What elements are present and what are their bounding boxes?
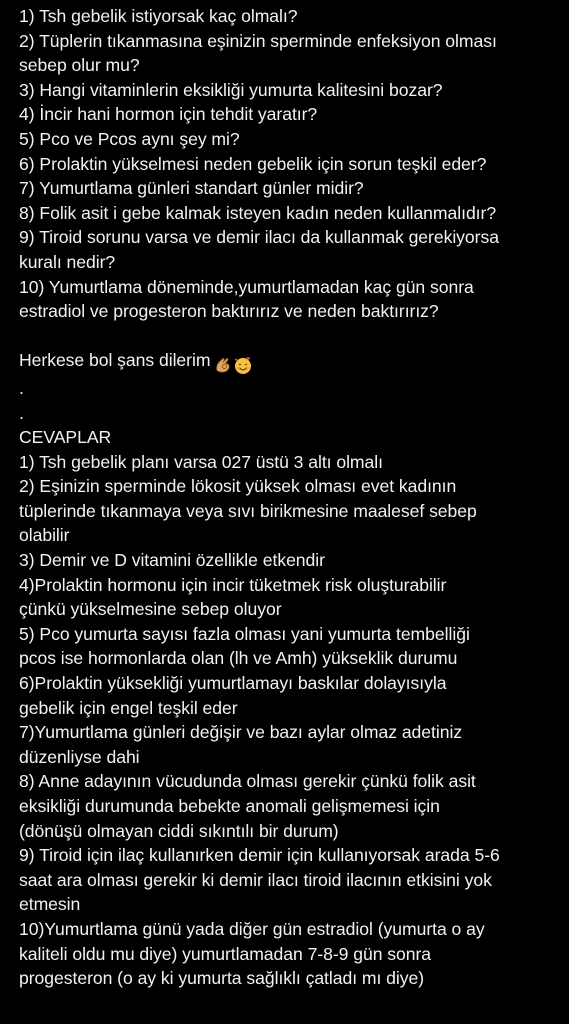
question-item-line: 9) Tiroid sorunu varsa ve demir ilacı da kullanmak gerekiyorsa xyxy=(19,227,499,248)
answer-item xyxy=(19,548,565,573)
question-item-line: 2) Tüplerin tıkanmasına eşinizin sperminde enfeksiyon olması xyxy=(19,30,497,51)
question-item-line: 8) Folik asit i gebe kalmak isteyen kadın neden kullanmalıdır? xyxy=(19,202,497,223)
question-item-line: 4) İncir hani hormon için tehdit yaratır? xyxy=(19,104,318,125)
answer-item-line: 3) Demir ve D vitamini özellikle etkendir xyxy=(19,550,325,571)
answer-item-line: 5) Pco yumurta sayısı fazla olması yani yumurta tembelliği xyxy=(19,623,470,644)
answer-item-line: 9) Tiroid için ilaç kullanırken demir için kullanıyorsak arada 5-6 xyxy=(19,845,500,866)
question-item-line: 10) Yumurtlama döneminde,yumurtlamadan kaç gün sonra xyxy=(19,276,474,297)
answer-item-line: olabilir xyxy=(19,525,70,546)
answer-item-line: çünkü yükselmesine sebep oluyor xyxy=(19,599,282,620)
answer-item-line: 10)Yumurtlama günü yada diğer gün estradiol (yumurta o ay xyxy=(19,918,485,939)
question-item xyxy=(19,29,565,78)
answer-item-line: tüplerinde tıkanmaya veya sıvı birikmesine maalesef sebep xyxy=(19,500,477,521)
question-item-line: 7) Yumurtlama günleri standart günler midir? xyxy=(19,178,364,199)
answer-item-line: etmesin xyxy=(19,894,81,915)
answer-item-line: progesteron (o ay ki yumurta sağlıklı çatladı mı diye) xyxy=(19,968,425,989)
question-item-line: sebep olur mu? xyxy=(19,55,140,76)
answer-item-line: gebelik için engel teşkil eder xyxy=(19,697,238,718)
question-item xyxy=(19,152,565,177)
answer-item-line: 8) Anne adayının vücudunda olması gerekir çünkü folik asit xyxy=(19,771,476,792)
answer-item xyxy=(19,769,565,843)
answer-item xyxy=(19,917,565,991)
emoji-group xyxy=(214,351,253,376)
question-item xyxy=(19,176,565,201)
question-item xyxy=(19,102,565,127)
answer-item-line: 2) Eşinizin sperminde lökosit yüksek olması evet kadının xyxy=(19,476,457,497)
answer-item-line: 6)Prolaktin yüksekliği yumurtlamayı baskılar dolayısıyla xyxy=(19,673,447,694)
answer-item xyxy=(19,843,565,917)
answers-list xyxy=(19,450,565,991)
answer-item-line: 7)Yumurtlama günleri değişir ve bazı aylar olmaz adetiniz xyxy=(19,722,463,743)
question-item xyxy=(19,127,565,152)
question-item xyxy=(19,225,565,274)
answer-item-line: pcos ise hormonlarda olan (lh ve Amh) yükseklik durumu xyxy=(19,648,458,669)
answer-item-line: kaliteli oldu mu diye) yumurtlamadan 7-8-9 gün sonra xyxy=(19,943,432,964)
answer-item xyxy=(19,671,565,720)
question-item-line: estradiol ve progesteron baktırırız ve neden baktırırız? xyxy=(19,301,439,322)
questions-list xyxy=(19,4,565,324)
answer-item xyxy=(19,573,565,622)
question-item xyxy=(19,78,565,103)
dot-line-1: . xyxy=(19,377,24,398)
dot-line-2: . xyxy=(19,402,24,423)
question-item-line: 5) Pco ve Pcos aynı şey mi? xyxy=(19,128,240,149)
post-text xyxy=(19,4,565,991)
smiling-face-with-hearts-icon xyxy=(233,355,253,375)
question-item-line: kuralı nedir? xyxy=(19,251,116,272)
answer-item xyxy=(19,622,565,671)
answer-item-line: eksikliği durumunda bebekte anomali gelişmemesi için xyxy=(19,796,440,816)
answer-item xyxy=(19,450,565,475)
question-item-line: 3) Hangi vitaminlerin eksikliği yumurta kalitesini bozar? xyxy=(19,79,443,100)
answer-item-line: (dönüşü olmayan ciddi sıkıntılı bir durum) xyxy=(19,820,339,841)
answer-item-line: düzenliyse dahi xyxy=(19,746,140,767)
answers-heading: CEVAPLAR xyxy=(19,427,112,448)
answer-item-line: 4)Prolaktin hormonu için incir tüketmek risk oluşturabilir xyxy=(19,574,447,595)
ok-hand-icon xyxy=(214,355,233,374)
question-item-line: 1) Tsh gebelik istiyorsak kaç olmalı? xyxy=(19,6,298,26)
answer-item xyxy=(19,720,565,769)
question-item xyxy=(19,201,565,226)
question-item-line: 6) Prolaktin yükselmesi neden gebelik için sorun teşkil eder? xyxy=(19,153,487,174)
closing-line xyxy=(19,348,565,376)
answer-item-line: saat ara olması gerekir ki demir ilacı tiroid ilacının etkisini yok xyxy=(19,869,492,890)
question-item xyxy=(19,4,565,29)
answer-item xyxy=(19,474,565,548)
question-item xyxy=(19,275,565,324)
answer-item-line: 1) Tsh gebelik planı varsa 027 üstü 3 altı olmalı xyxy=(19,451,383,472)
blank-line xyxy=(19,324,565,349)
closing-text: Herkese bol şans dilerim xyxy=(19,350,211,371)
